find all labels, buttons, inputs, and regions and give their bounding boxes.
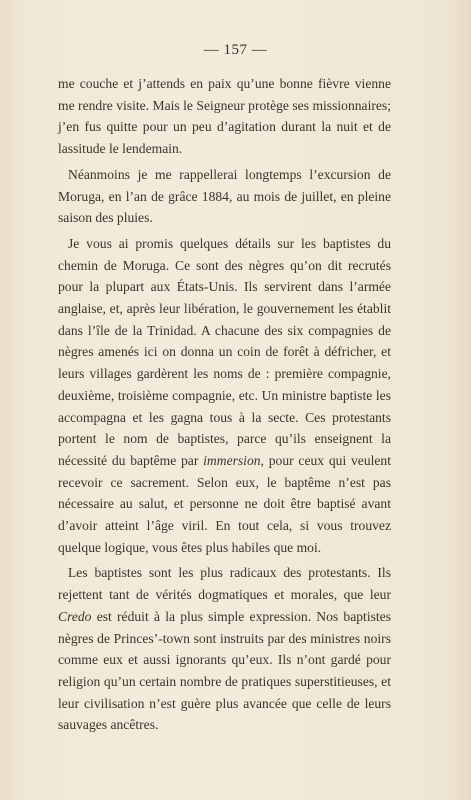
paragraph-1: me couche et j’attends en paix qu’une bonne fièvre vienne me rendre visite. Mais le Seigneur protège ses missionnaires; j’en fus quitte pour un peu d’agitation durant la nuit et de lassitude le lendemain. — [58, 76, 391, 157]
paragraph-3-text-b: pour ceux qui veulent recevoir ce sacrement. Selon eux, le baptême n’est pas nécessaire au salut, et personne ne doit être baptisé avant d’avoir atteint l’âge viril. En tout cela, si vous trouvez quelque logique, vous êtes plus habiles que moi. — [58, 452, 392, 555]
italic-credo: Credo — [58, 608, 92, 624]
paragraph-3 — [58, 233, 391, 559]
paragraph-4 — [58, 562, 391, 736]
italic-immersion: immersion, — [203, 452, 264, 468]
body-text — [58, 73, 391, 736]
paragraph-4-text-b: est réduit à la plus simple expression. Nos baptistes nègres de Princes’-town sont instruits par des ministres noirs comme eux et aussi ignorants qu’eux. Ils n’ont gardé pour religion qu’un certain nombre de pratiques superstitieuses, et leur civilisation n’est guère plus avancée que celle de leurs sauvages ancêtres. — [58, 608, 391, 733]
paragraph-4-text-a: Les baptistes sont les plus radicaux des protestants. Ils rejettent tant de vérités dogmatiques et morales, que leur — [58, 565, 391, 603]
page-number: — 157 — — [203, 42, 268, 58]
paragraph-3-text-a: Je vous ai promis quelques détails sur les baptistes du chemin de Moruga. Ce sont des nègres qu’on dit recrutés pour la plupart aux États-Unis. Ils servirent dans l’armée anglaise, et, après leur libération, le gouvernement les établit dans l’île de la Trinidad. A chacune des six compagnies de nègres amenés ici on donna un coin de forêt à défricher, et leurs villages gardèrent les noms de : première compagnie, deuxième, troisième compagnie, etc. Un ministre baptiste les accompagna et les gagna tous à la secte. Ces protestants portent le nom de baptistes, parce qu’ils enseignent la nécessité du baptême par — [58, 235, 391, 468]
paragraph-2: Néanmoins je me rappellerai longtemps l’excursion de Moruga, en l’an de grâce 1884, au mois de juillet, en pleine saison des pluies. — [58, 166, 391, 226]
